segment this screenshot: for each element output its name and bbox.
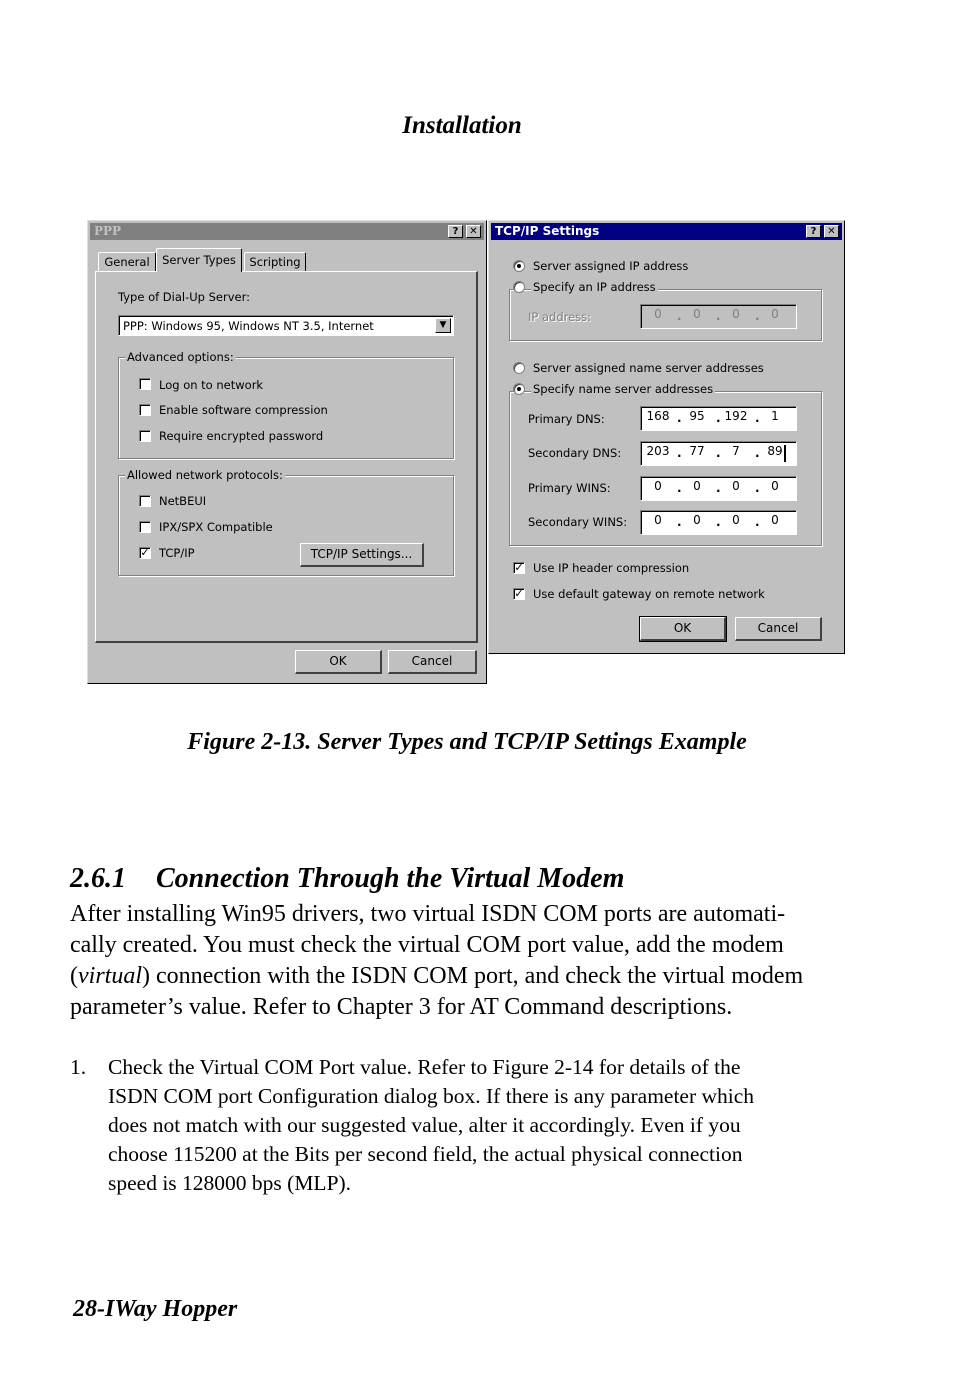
ip-dot: . (716, 309, 721, 323)
compression-label: Enable software compression (159, 403, 328, 417)
server-assigned-ip-radio[interactable] (513, 260, 525, 272)
list-number: 1. (70, 1055, 87, 1079)
ip-dot: . (716, 411, 721, 425)
primary-dns-seg-1: 168 (646, 409, 670, 423)
netbeui-checkbox[interactable] (139, 495, 151, 507)
ip-seg-4: 0 (771, 307, 779, 321)
protocols-label: Allowed network protocols: (127, 468, 283, 482)
tcpip-ok-button[interactable]: OK (640, 617, 726, 641)
secondary-wins-seg-2: 0 (693, 513, 701, 527)
tcpip-checkbox[interactable]: ✓ (140, 546, 150, 559)
help-icon[interactable]: ? (448, 225, 463, 238)
ip-seg-3: 0 (732, 307, 740, 321)
server-type-value: PPP: Windows 95, Windows NT 3.5, Internet (123, 319, 374, 333)
page-footer: 28-IWay Hopper (73, 1296, 238, 1322)
secondary-wins-seg-3: 0 (732, 513, 740, 527)
ip-dot: . (677, 515, 682, 529)
tcpip-label: TCP/IP (159, 546, 195, 560)
secondary-dns-label: Secondary DNS: (528, 446, 622, 460)
ip-address-label: IP address: (528, 310, 592, 324)
ip-address-field (640, 304, 797, 329)
server-type-label: Type of Dial-Up Server: (118, 290, 251, 304)
ip-seg-2: 0 (693, 307, 701, 321)
ip-dot: . (677, 481, 682, 495)
body-paragraph (70, 899, 870, 1023)
primary-dns-field[interactable] (640, 406, 797, 431)
list-line: choose 115200 at the Bits per second field, the actual physical connection (108, 1142, 743, 1166)
secondary-dns-field[interactable] (640, 441, 797, 466)
ip-header-label: Use IP header compression (533, 561, 690, 575)
section-title: Connection Through the Virtual Modem (156, 863, 625, 894)
ip-header-checkbox[interactable]: ✓ (514, 561, 524, 574)
specify-ns-radio[interactable] (513, 383, 525, 395)
list-line: ISDN COM port Configuration dialog box. If there is any parameter which (108, 1084, 755, 1108)
tcpip-titlebar (491, 223, 842, 240)
server-assigned-ip-label: Server assigned IP address (533, 259, 689, 273)
ip-dot: . (755, 515, 760, 529)
ip-dot: . (677, 309, 682, 323)
encrypted-label: Require encrypted password (159, 429, 324, 443)
list-text (108, 1053, 754, 1198)
specify-ip-label: Specify an IP address (533, 280, 656, 294)
default-gateway-label: Use default gateway on remote network (533, 587, 765, 601)
secondary-dns-seg-1: 203 (646, 444, 670, 458)
log-on-checkbox[interactable] (139, 378, 151, 390)
tab-server-types[interactable]: Server Types (156, 248, 242, 272)
ip-seg-1: 0 (654, 307, 662, 321)
primary-dns-seg-2: 95 (689, 409, 705, 423)
paragraph-line-3 (70, 961, 870, 992)
ppp-titlebar (90, 223, 484, 240)
section-heading (70, 863, 624, 895)
tcpip-dialog (488, 220, 845, 654)
primary-wins-seg-4: 0 (771, 479, 779, 493)
ppp-dialog (87, 220, 487, 684)
paragraph-line-2: cally created. You must check the virtual COM port value, add the modem (70, 932, 784, 958)
log-on-label: Log on to network (159, 378, 264, 392)
primary-wins-label: Primary WINS: (528, 481, 611, 495)
ppp-ok-button[interactable]: OK (295, 650, 382, 674)
tab-general[interactable]: General (98, 252, 156, 271)
ip-dot: . (755, 446, 760, 460)
ppp-cancel-button[interactable]: Cancel (388, 650, 477, 674)
paragraph-line-1: After installing Win95 drivers, two virtual ISDN COM ports are automati- (70, 901, 786, 927)
default-gateway-checkbox[interactable]: ✓ (514, 587, 524, 600)
close-icon[interactable]: ✕ (824, 225, 839, 238)
tcpip-cancel-button[interactable]: Cancel (735, 617, 822, 641)
primary-wins-seg-2: 0 (693, 479, 701, 493)
ipx-label: IPX/SPX Compatible (159, 520, 273, 534)
netbeui-label: NetBEUI (159, 494, 207, 508)
list-line: does not match with our suggested value, alter it accordingly. Even if you (108, 1113, 741, 1137)
text-cursor (784, 445, 786, 462)
tcpip-settings-button[interactable]: TCP/IP Settings... (300, 543, 424, 567)
compression-checkbox[interactable] (139, 404, 151, 416)
server-type-select[interactable] (118, 315, 454, 336)
specify-ns-label: Specify name server addresses (533, 382, 714, 396)
ip-dot: . (755, 411, 760, 425)
help-icon[interactable]: ? (806, 225, 821, 238)
close-icon[interactable]: ✕ (466, 225, 481, 238)
paragraph-line-3-rest: ) connection with the ISDN COM port, and check the virtual modem (142, 963, 804, 989)
paren-open: ( (70, 963, 78, 989)
ip-dot: . (716, 446, 721, 460)
primary-dns-seg-4: 1 (771, 409, 779, 423)
page-header: Installation (402, 112, 522, 139)
primary-wins-seg-1: 0 (654, 479, 662, 493)
ip-dot: . (755, 309, 760, 323)
secondary-dns-seg-3: 7 (732, 444, 740, 458)
ip-dot: . (677, 446, 682, 460)
virtual-italic: virtual (78, 963, 142, 989)
tcpip-title: TCP/IP Settings (495, 224, 600, 238)
ip-dot: . (716, 515, 721, 529)
ppp-title: PPP (94, 224, 122, 238)
secondary-wins-field[interactable] (640, 510, 797, 535)
primary-wins-field[interactable] (640, 476, 797, 501)
figure-caption: Figure 2-13. Server Types and TCP/IP Settings Example (187, 729, 747, 755)
secondary-dns-seg-4: 89 (767, 444, 783, 458)
primary-dns-label: Primary DNS: (528, 412, 605, 426)
list-line: speed is 128000 bps (MLP). (108, 1171, 352, 1195)
chevron-down-icon[interactable]: ▼ (435, 318, 451, 333)
primary-dns-seg-3: 192 (724, 409, 748, 423)
tab-scripting[interactable]: Scripting (244, 252, 306, 271)
encrypted-checkbox[interactable] (139, 430, 151, 442)
secondary-wins-seg-1: 0 (654, 513, 662, 527)
list-line: Check the Virtual COM Port value. Refer to Figure 2-14 for details of the (108, 1055, 741, 1079)
paragraph-line-4: parameter’s value. Refer to Chapter 3 for AT Command descriptions. (70, 994, 733, 1020)
section-number: 2.6.1 (70, 863, 126, 894)
secondary-wins-seg-4: 0 (771, 513, 779, 527)
ipx-checkbox[interactable] (139, 521, 151, 533)
figure-screenshot (87, 220, 845, 684)
advanced-options-label: Advanced options: (127, 350, 234, 364)
specify-ip-radio[interactable] (513, 281, 525, 293)
secondary-dns-seg-2: 77 (689, 444, 705, 458)
ip-dot: . (755, 481, 760, 495)
server-assigned-ns-radio[interactable] (513, 362, 525, 374)
server-assigned-ns-label: Server assigned name server addresses (533, 361, 764, 375)
primary-wins-seg-3: 0 (732, 479, 740, 493)
ip-dot: . (716, 481, 721, 495)
secondary-wins-label: Secondary WINS: (528, 515, 628, 529)
ip-dot: . (677, 411, 682, 425)
